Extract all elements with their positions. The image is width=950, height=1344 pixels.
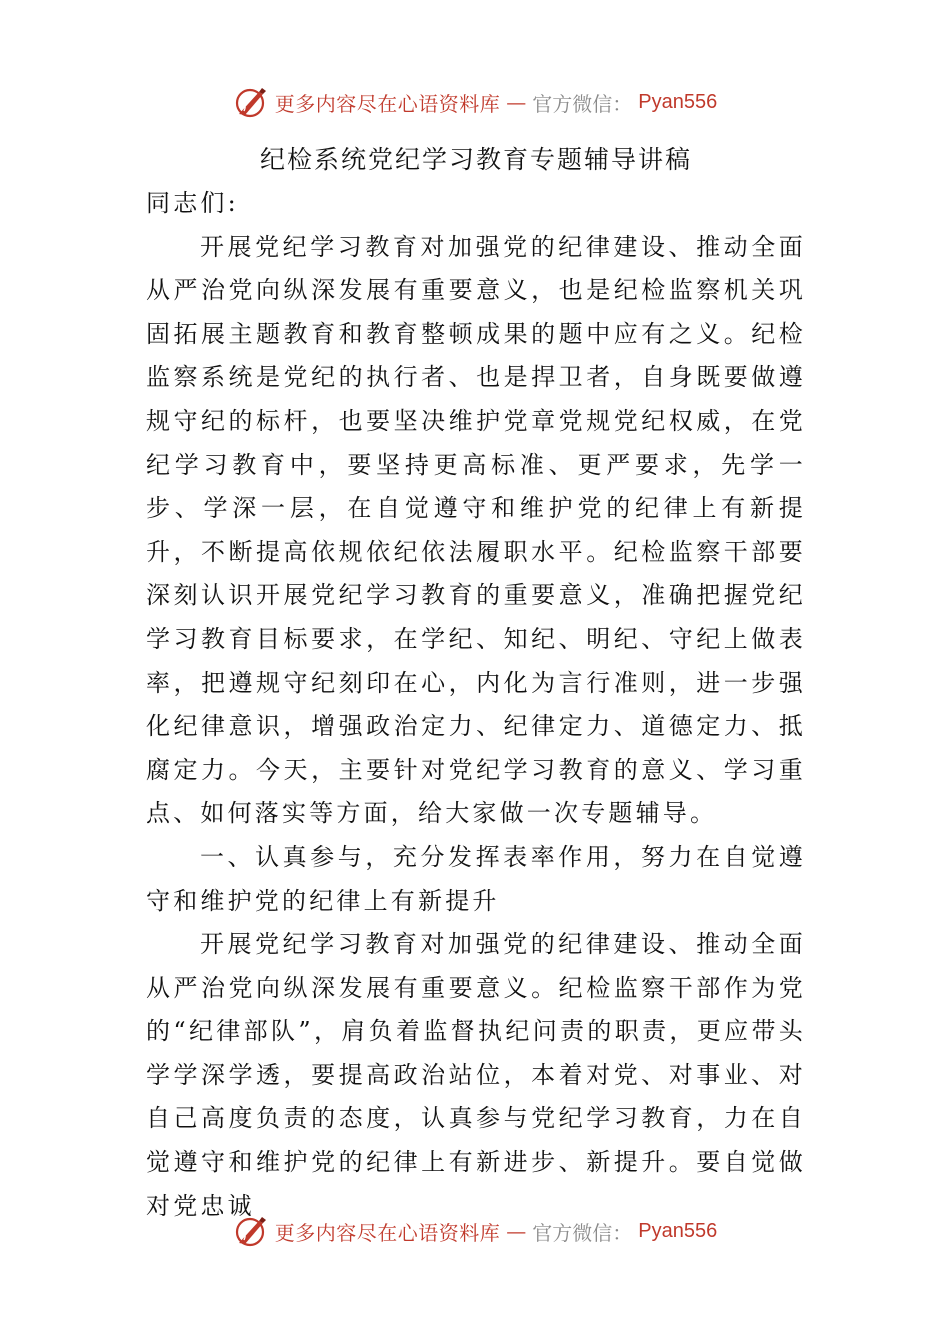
watermark-wechat-id: Pyan556 xyxy=(638,90,718,113)
watermark-wechat-id: Pyan556 xyxy=(638,1219,718,1242)
watermark-text: 更多内容尽在心语资料库 xyxy=(274,91,501,116)
section-heading-1: 一、认真参与，充分发挥表率作用，努力在自觉遵守和维护党的纪律上有新提升 xyxy=(146,842,806,915)
pen-circle-logo-icon xyxy=(233,1213,269,1249)
watermark-banner-top xyxy=(0,80,950,124)
pen-circle-logo-icon xyxy=(233,84,269,120)
watermark-banner-bottom xyxy=(0,1209,950,1253)
watermark-wechat-label: 官方微信： xyxy=(532,91,633,116)
salutation: 同志们: xyxy=(146,189,239,217)
watermark-separator: — xyxy=(506,90,527,114)
watermark-text: 更多内容尽在心语资料库 xyxy=(274,1220,501,1245)
paragraph-section-1: 开展党纪学习教育对加强党的纪律建设、推动全面从严治党向纵深发展有重要意义。纪检监察干部作为党的“纪律部队”，肩负着监督执纪问责的职责，更应带头学学深学透，要提高政治站位，本着对党、对事业、对自己高度负责的态度，认真参与党纪学习教育，力在自觉遵守和维护党的纪律上有新进步、新提升。要自觉做对党忠诚 xyxy=(146,930,806,1220)
watermark-separator: — xyxy=(506,1219,527,1243)
document-title: 纪检系统党纪学习教育专题辅导讲稿 xyxy=(259,145,692,174)
document-body xyxy=(146,138,806,1228)
paragraph-intro: 开展党纪学习教育对加强党的纪律建设、推动全面从严治党向纵深发展有重要意义，也是纪检监察机关巩固拓展主题教育和教育整顿成果的题中应有之义。纪检监察系统是党纪的执行者、也是捍卫者，自身既要做遵规守纪的标杆，也要坚决维护党章党规党纪权威，在党纪学习教育中，要坚持更高标准、更严要求，先学一步、学深一层，在自觉遵守和维护党的纪律上有新提升，不断提高依规依纪依法履职水平。纪检监察干部要深刻认识开展党纪学习教育的重要意义，准确把握党纪学习教育目标要求，在学纪、知纪、明纪、守纪上做表率，把遵规守纪刻印在心，内化为言行准则，进一步强化纪律意识，增强政治定力、纪律定力、道德定力、抵腐定力。今天，主要针对党纪学习教育的意义、学习重点、如何落实等方面，给大家做一次专题辅导。 xyxy=(146,232,806,828)
watermark-wechat-label: 官方微信： xyxy=(532,1220,633,1245)
